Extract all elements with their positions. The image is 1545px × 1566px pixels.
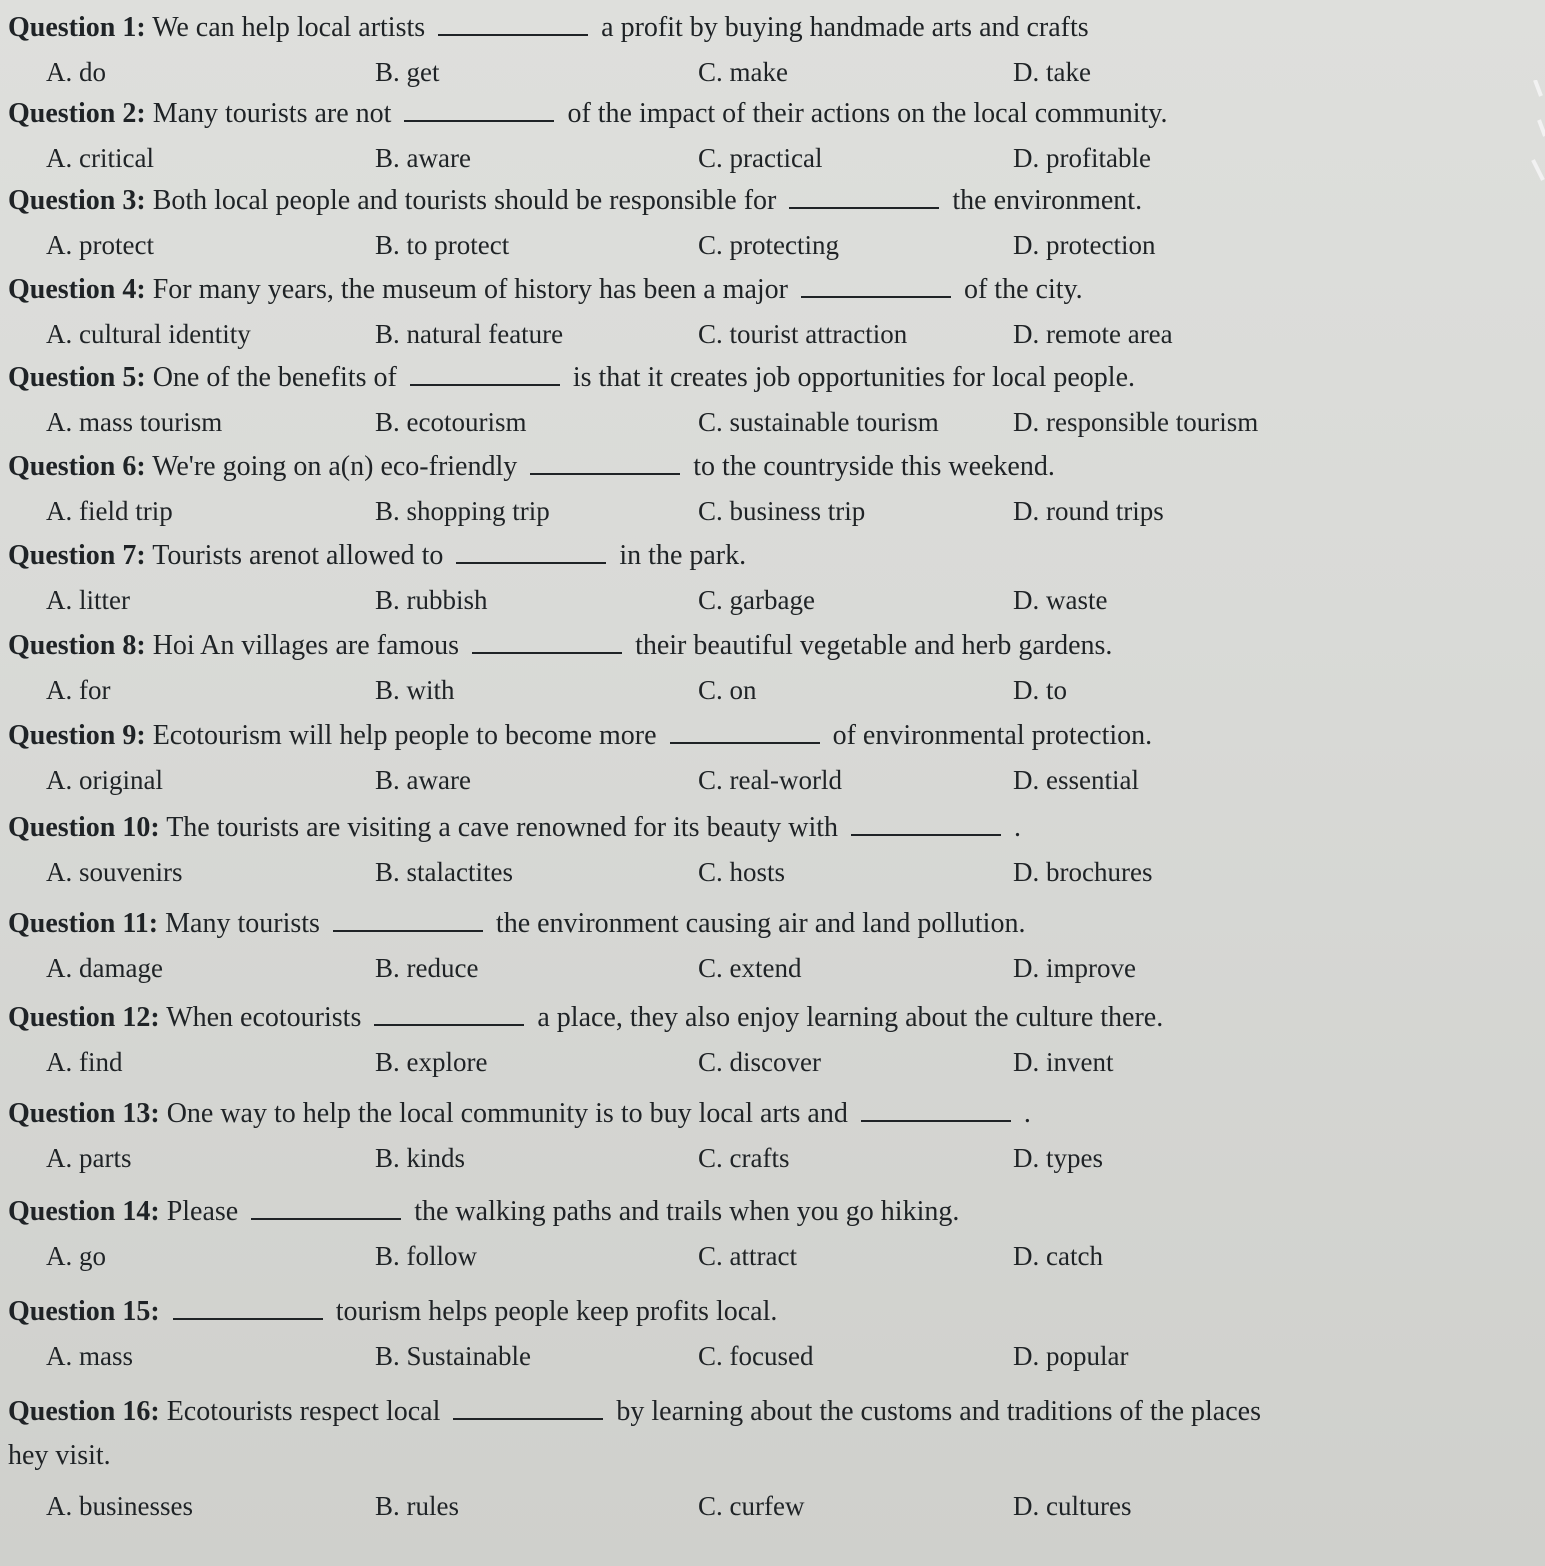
option-d[interactable]: D. take — [1013, 57, 1091, 87]
option-b[interactable]: B. get — [375, 57, 440, 87]
question-number: Question 12: — [8, 1002, 160, 1033]
option-d[interactable]: D. round trips — [1013, 496, 1164, 526]
option-a[interactable]: A. litter — [46, 585, 130, 615]
answer-blank[interactable] — [404, 98, 554, 122]
question-13 — [8, 1092, 1528, 1182]
question-number: Question 15: — [8, 1296, 160, 1327]
option-a[interactable]: A. do — [46, 57, 106, 87]
option-b[interactable]: B. ecotourism — [375, 407, 527, 437]
stem-before: Many tourists — [165, 908, 320, 939]
stem-before: Both local people and tourists should be responsible for — [152, 185, 777, 216]
stem-before: One way to help the local community is to buy local arts and — [166, 1098, 848, 1129]
question-9 — [8, 714, 1528, 804]
stem-after: the environment. — [952, 185, 1143, 216]
option-c[interactable]: C. protecting — [698, 230, 839, 260]
option-a[interactable]: A. protect — [46, 230, 154, 260]
option-c[interactable]: C. curfew — [698, 1491, 805, 1521]
option-c[interactable]: C. focused — [698, 1341, 814, 1371]
question-number: Question 1: — [8, 12, 146, 43]
stem-continuation: hey visit. — [8, 1440, 111, 1471]
question-number: Question 10: — [8, 812, 160, 843]
stem-before: The tourists are visiting a cave renowned for its beauty with — [166, 812, 838, 843]
question-number: Question 14: — [8, 1196, 160, 1227]
option-b[interactable]: B. follow — [375, 1241, 478, 1271]
answer-blank[interactable] — [789, 185, 939, 209]
option-c[interactable]: C. business trip — [698, 496, 866, 526]
question-number: Question 2: — [8, 98, 146, 129]
question-3 — [8, 179, 1528, 269]
stem-after: by learning about the customs and traditions of the places — [616, 1396, 1261, 1427]
option-d[interactable]: D. invent — [1013, 1047, 1114, 1077]
option-a[interactable]: A. original — [46, 765, 163, 795]
option-a[interactable]: A. field trip — [46, 496, 173, 526]
answer-blank[interactable] — [861, 1098, 1011, 1122]
stem-before: Many tourists are not — [152, 98, 392, 129]
question-stem — [8, 996, 1528, 1040]
option-d[interactable]: D. cultures — [1013, 1491, 1132, 1521]
question-number: Question 9: — [8, 720, 146, 751]
option-b[interactable]: B. to protect — [375, 230, 510, 260]
stem-after: . — [1014, 812, 1021, 843]
question-2 — [8, 92, 1528, 182]
option-b[interactable]: B. aware — [375, 143, 471, 173]
question-stem — [8, 445, 1528, 489]
option-c[interactable]: C. sustainable tourism — [698, 407, 939, 437]
option-d[interactable]: D. catch — [1013, 1241, 1103, 1271]
option-d[interactable]: D. profitable — [1013, 143, 1151, 173]
answer-blank[interactable] — [472, 630, 622, 654]
option-a[interactable]: A. for — [46, 675, 111, 705]
option-c[interactable]: C. on — [698, 675, 757, 705]
stem-before: We can help local artists — [152, 12, 426, 43]
answer-blank[interactable] — [374, 1002, 524, 1026]
option-a[interactable]: A. parts — [46, 1143, 132, 1173]
option-a[interactable]: A. mass — [46, 1341, 133, 1371]
option-b[interactable]: B. reduce — [375, 953, 479, 983]
option-a[interactable]: A. cultural identity — [46, 319, 251, 349]
question-15 — [8, 1290, 1528, 1380]
option-c[interactable]: C. garbage — [698, 585, 815, 615]
question-number: Question 16: — [8, 1396, 160, 1427]
option-c[interactable]: C. tourist attraction — [698, 319, 908, 349]
option-b[interactable]: B. stalactites — [375, 857, 513, 887]
option-d[interactable]: D. brochures — [1013, 857, 1153, 887]
stem-before: Please — [166, 1196, 239, 1227]
answer-blank[interactable] — [173, 1296, 323, 1320]
question-8 — [8, 624, 1528, 714]
stem-after: a place, they also enjoy learning about the culture there. — [537, 1002, 1164, 1033]
question-7 — [8, 534, 1528, 624]
answer-blank[interactable] — [333, 908, 483, 932]
option-a[interactable]: A. souvenirs — [46, 857, 183, 887]
option-c[interactable]: C. discover — [698, 1047, 821, 1077]
answer-blank[interactable] — [251, 1196, 401, 1220]
option-b[interactable]: B. explore — [375, 1047, 488, 1077]
question-12 — [8, 996, 1528, 1086]
option-c[interactable]: C. make — [698, 57, 788, 87]
option-d[interactable]: D. remote area — [1013, 319, 1173, 349]
stem-after: to the countryside this weekend. — [693, 451, 1055, 482]
stem-after: a profit by buying handmade arts and crafts — [601, 12, 1089, 43]
option-d[interactable]: D. improve — [1013, 953, 1136, 983]
question-stem — [8, 534, 1528, 578]
question-4 — [8, 268, 1528, 358]
stem-after: the walking paths and trails when you go hiking. — [414, 1196, 960, 1227]
option-b[interactable]: B. with — [375, 675, 455, 705]
question-stem — [8, 624, 1528, 668]
option-c[interactable]: C. hosts — [698, 857, 786, 887]
question-stem — [8, 902, 1528, 946]
option-d[interactable]: D. popular — [1013, 1341, 1129, 1371]
answer-blank[interactable] — [438, 12, 588, 36]
question-10 — [8, 806, 1528, 896]
answer-blank[interactable] — [530, 451, 680, 475]
option-a[interactable]: A. go — [46, 1241, 106, 1271]
stem-after: tourism helps people keep profits local. — [335, 1296, 778, 1327]
answer-blank[interactable] — [453, 1396, 603, 1420]
question-number: Question 3: — [8, 185, 146, 216]
option-b[interactable]: B. rubbish — [375, 585, 488, 615]
option-b[interactable]: B. aware — [375, 765, 471, 795]
option-b[interactable]: B. natural feature — [375, 319, 564, 349]
option-d[interactable]: D. protection — [1013, 230, 1156, 260]
question-number: Question 5: — [8, 362, 146, 393]
question-11 — [8, 902, 1528, 992]
option-a[interactable]: A. mass tourism — [46, 407, 223, 437]
answer-blank[interactable] — [410, 362, 560, 386]
option-c[interactable]: C. crafts — [698, 1143, 790, 1173]
question-14 — [8, 1190, 1528, 1280]
stem-after: in the park. — [619, 540, 747, 571]
question-stem — [8, 1190, 1528, 1234]
option-b[interactable]: B. shopping trip — [375, 496, 550, 526]
option-b[interactable]: B. rules — [375, 1491, 459, 1521]
option-c[interactable]: C. practical — [698, 143, 823, 173]
stem-before: Ecotourists respect local — [166, 1396, 441, 1427]
option-d[interactable]: D. types — [1013, 1143, 1103, 1173]
question-number: Question 8: — [8, 630, 146, 661]
question-stem — [8, 6, 1528, 50]
question-number: Question 11: — [8, 908, 159, 939]
option-d[interactable]: D. waste — [1013, 585, 1108, 615]
question-5 — [8, 356, 1528, 446]
question-stem — [8, 1390, 1528, 1434]
answer-blank[interactable] — [851, 812, 1001, 836]
question-stem — [8, 268, 1528, 312]
answer-blank[interactable] — [456, 540, 606, 564]
option-a[interactable]: A. businesses — [46, 1491, 193, 1521]
option-a[interactable]: A. critical — [46, 143, 154, 173]
option-b[interactable]: B. Sustainable — [375, 1341, 531, 1371]
question-number: Question 6: — [8, 451, 146, 482]
stem-after: of the impact of their actions on the local community. — [567, 98, 1168, 129]
question-stem — [8, 92, 1528, 136]
stem-before: For many years, the museum of history has been a major — [152, 274, 788, 305]
option-c[interactable]: C. real-world — [698, 765, 842, 795]
option-b[interactable]: B. kinds — [375, 1143, 466, 1173]
question-stem — [8, 356, 1528, 400]
option-a[interactable]: A. find — [46, 1047, 123, 1077]
stem-after: . — [1023, 1098, 1031, 1129]
question-stem — [8, 714, 1528, 758]
question-number: Question 4: — [8, 274, 146, 305]
stem-before: Hoi An villages are famous — [152, 630, 460, 661]
option-a[interactable]: A. damage — [46, 953, 163, 983]
stem-after: of environmental protection. — [832, 720, 1153, 751]
question-stem — [8, 1092, 1528, 1136]
question-6 — [8, 445, 1528, 535]
stem-before: Tourists arenot allowed to — [152, 540, 444, 571]
question-1 — [8, 6, 1528, 96]
stem-before: One of the benefits of — [152, 362, 397, 393]
option-c[interactable]: C. attract — [698, 1241, 797, 1271]
option-d[interactable]: D. essential — [1013, 765, 1139, 795]
question-stem — [8, 1290, 1528, 1334]
question-number: Question 7: — [8, 540, 146, 571]
stem-after: is that it creates job opportunities for local people. — [572, 362, 1136, 393]
stem-after: the environment causing air and land pollution. — [495, 908, 1026, 939]
stem-before: Ecotourism will help people to become more — [152, 720, 657, 751]
stem-before: When ecotourists — [166, 1002, 362, 1033]
question-stem — [8, 179, 1528, 223]
answer-blank[interactable] — [670, 720, 820, 744]
option-c[interactable]: C. extend — [698, 953, 802, 983]
answer-blank[interactable] — [801, 274, 951, 298]
stem-after: of the city. — [963, 274, 1083, 305]
option-d[interactable]: D. to — [1013, 675, 1067, 705]
question-number: Question 13: — [8, 1098, 160, 1129]
stem-before: We're going on a(n) eco-friendly — [152, 451, 518, 482]
stem-after: their beautiful vegetable and herb gardens. — [635, 630, 1113, 661]
option-d[interactable]: D. responsible tourism — [1013, 407, 1259, 437]
question-stem — [8, 806, 1528, 850]
question-16 — [8, 1390, 1528, 1540]
